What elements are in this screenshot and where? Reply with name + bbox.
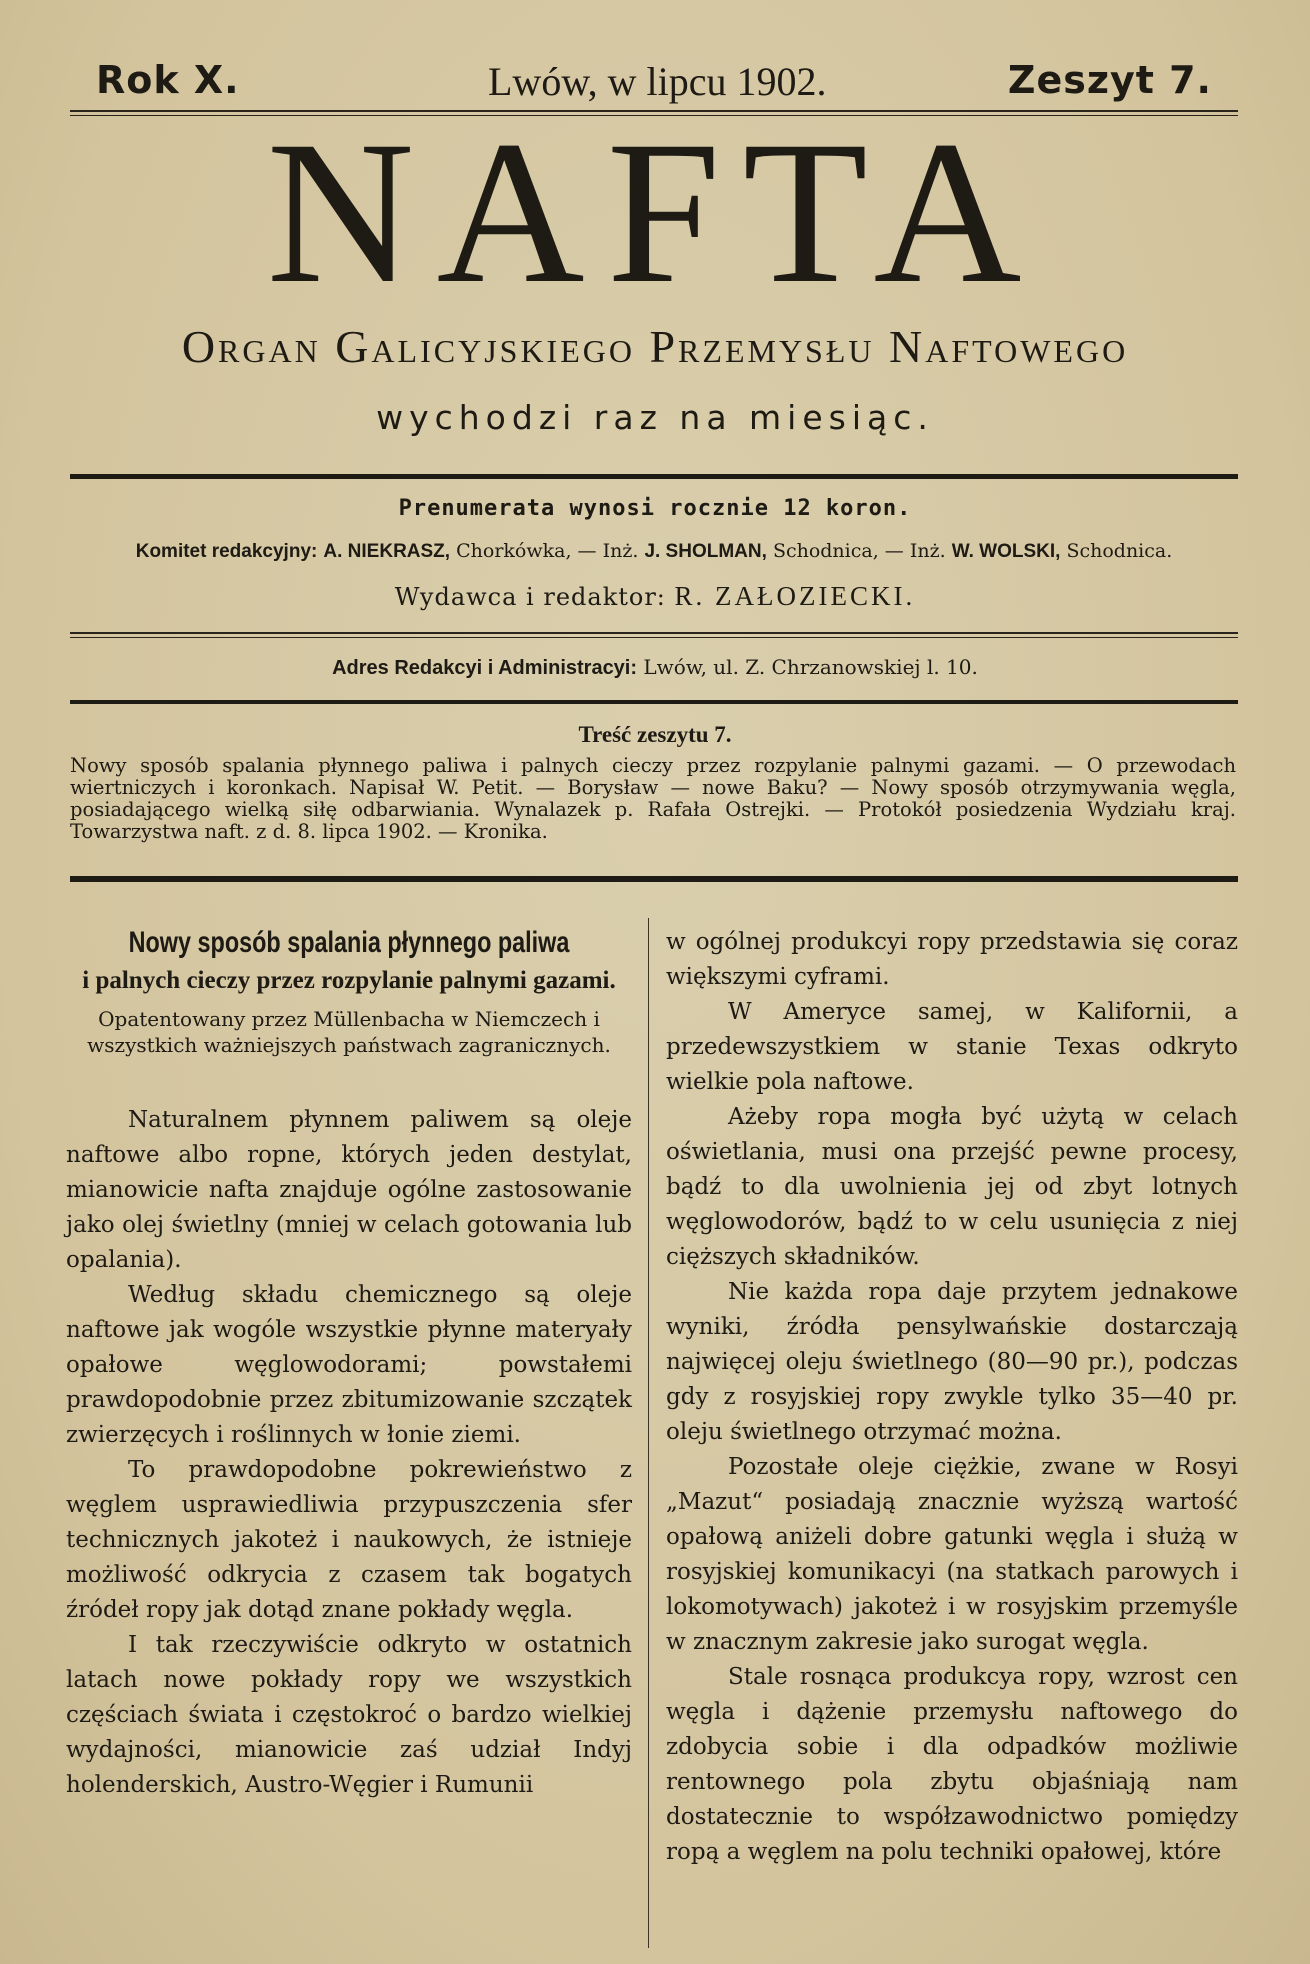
article-paragraph: Ażeby ropa mogła być użytą w celach oświetlania, musi ona przejść pewne procesy, bądź to dla uwolnienia jej od zbyt lotnych węglowodorów, bądź to w celu usunięcia z niej cięższych składników.: [666, 1104, 1238, 1270]
article-paragraph: Według składu chemicznego są oleje naftowe jak wogóle wszystkie płynne materyały opałowe węglowodorami; powstałemi prawdopodobnie przez zbitumizowanie szczątek zwierzęcych i roślinnych w łonie ziemi.: [66, 1282, 632, 1448]
divider: [70, 632, 1238, 638]
contents-text: Nowy sposób spalania płynnego paliwa i palnych cieczy przez rozpylanie palnymi gazami. — O przewodach wiertniczych i koronkach. Napisał W. Petit. — Borysław — nowe Baku? — Nowy sposób otrzymywania węgla, posiadającego wielką siłę odbarwiania. Wynalazek p. Rafała Ostrejki. — Protokół posiedzenia Wydziału kraj. Towarzystwa naft. z d. 8. lipca 1902. — Kronika.: [70, 754, 1236, 843]
editorial-committee: [70, 540, 1238, 563]
address-label: Adres Redakcyi i Administracyi:: [332, 657, 638, 679]
article-patent-note: Opatentowany przez Müllenbacha w Niemczech i wszystkich ważniejszych państwach zagranicznych.: [87, 1007, 611, 1057]
divider: [70, 474, 1238, 479]
article-paragraph: Nie każda ropa daje przytem jednakowe wyniki, źródła pensylwańskie dostarczają najwięcej oleju świetlnego (80—90 pr.), podczas gdy z rosyjskiej ropy zwykle tylko 35—40 pr. oleju świetlnego otrzymać można.: [666, 1279, 1238, 1445]
address-line: [0, 655, 1310, 680]
contents-heading: Treść zeszytu 7.: [578, 722, 732, 747]
article-subtitle: i palnych cieczy przez rozpylanie palnymi gazami.: [82, 967, 616, 994]
article-paragraph: Pozostałe oleje ciężkie, zwane w Rosyi „Mazut“ posiadają znacznie wyższą wartość opałową aniżeli dobre gatunki węgla i służą w rosyjskiej komunikacyi (na statkach parowych i lokomotywach) jakoteż i w rosyjskim przemyśle w znacznym zakresie jako surogat węgla.: [666, 1454, 1238, 1655]
address-value: Lwów, ul. Z. Chrzanowskiej l. 10.: [643, 655, 978, 679]
right-column: [666, 925, 1238, 1870]
article-paragraph: Naturalnem płynnem paliwem są oleje naftowe albo ropne, których jeden destylat, mianowicie nafta znajduje ogólne zastosowanie jako olej świetlny (mniej w celach gotowania lub opalania).: [66, 1107, 632, 1273]
committee-label: Komitet redakcyjny:: [135, 541, 318, 562]
committee-member-3: W. WOLSKI,: [951, 541, 1061, 562]
article-paragraph: To prawdopodobne pokrewieństwo z węglem usprawiedliwia przypuszczenia sfer technicznych jakoteż i naukowych, że istnieje możliwość odkrycia z czasem tak bogatych źródeł ropy jak dotąd znane pokłady węgla.: [66, 1457, 632, 1623]
publisher-line: [0, 581, 1310, 612]
place-date: Lwów, w lipcu 1902.: [488, 59, 827, 104]
subscription-info: Prenumerata wynosi rocznie 12 koron.: [398, 496, 912, 521]
newspaper-title: NAFTA: [266, 99, 1044, 326]
article-paragraph: w ogólnej produkcyi ropy przedstawia się coraz większymi cyframi.: [666, 929, 1238, 990]
column-divider: [648, 918, 649, 1948]
committee-place-3: Schodnica.: [1066, 540, 1173, 562]
newspaper-subtitle: Organ Galicyjskiego Przemysłu Naftowego: [181, 321, 1129, 372]
left-column: [66, 925, 632, 1803]
committee-place-2: Schodnica, — Inż.: [772, 540, 946, 562]
article-title: Nowy sposób spalania płynnego paliwa: [128, 926, 570, 959]
publisher-name: R. ZAŁOZIECKI.: [674, 581, 916, 611]
article-paragraph: Stale rosnąca produkcya ropy, wzrost cen węgla i dążenie przemysłu naftowego do zdobycia sobie i dla odpadków możliwie rentownego pola zbytu objaśniają nam dostatecznie to współzawodnictwo pomiędzy ropą a węglem na polu techniki opałowej, które: [666, 1664, 1238, 1865]
article-paragraph: I tak rzeczywiście odkryto w ostatnich latach nowe pokłady ropy we wszystkich częściach świata i częstokroć o bardzo wielkiej wydajności, mianowicie zaś udział Indyj holenderskich, Austro-Węgier i Rumunii: [66, 1632, 632, 1798]
issue-number: Zeszyt 7.: [1007, 58, 1212, 102]
divider: [70, 876, 1238, 882]
divider: [70, 700, 1238, 704]
volume-year: Rok X.: [96, 58, 240, 102]
publication-frequency: wychodzi raz na miesiąc.: [376, 398, 934, 437]
article-paragraph: W Ameryce samej, w Kalifornii, a przedewszystkiem w stanie Texas odkryto wielkie pola naftowe.: [666, 999, 1238, 1095]
committee-member-2: J. SHOLMAN,: [644, 541, 767, 562]
committee-member-1: A. NIEKRASZ,: [323, 541, 451, 562]
publisher-label: Wydawca i redaktor:: [394, 583, 666, 611]
committee-place-1: Chorkówka, — Inż.: [456, 540, 639, 562]
